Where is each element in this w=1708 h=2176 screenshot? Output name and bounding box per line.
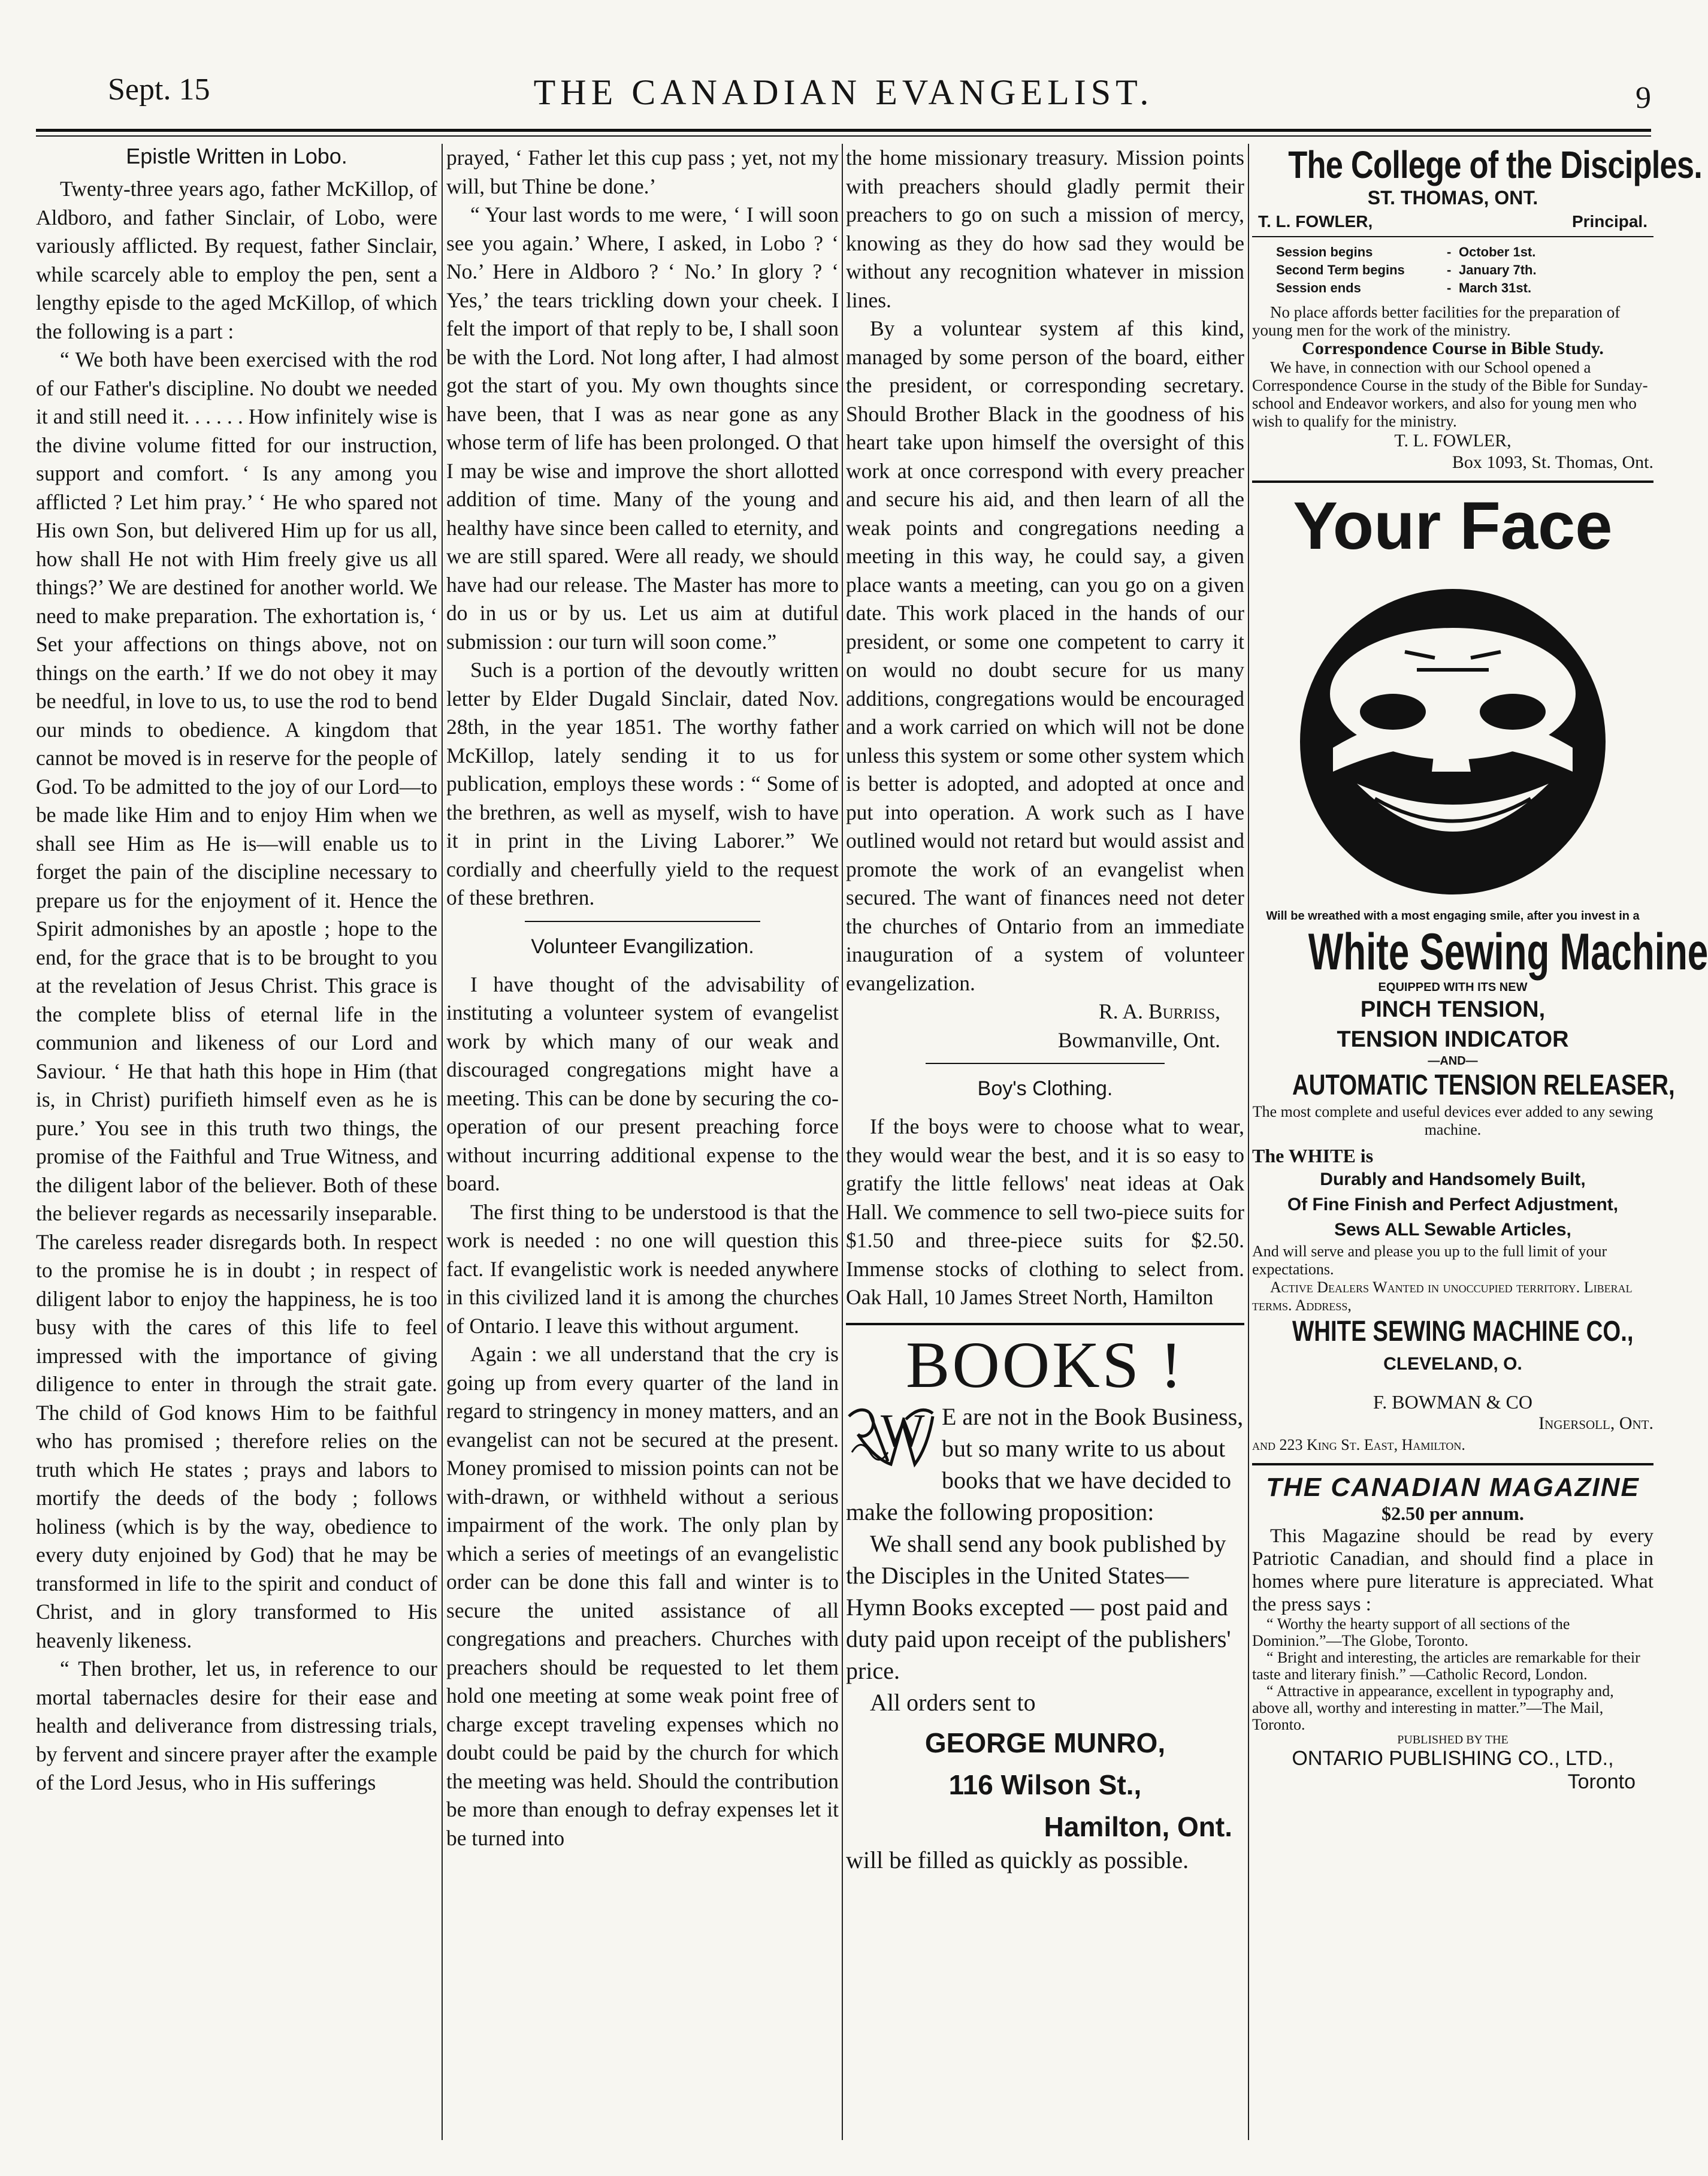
principal-label: Principal.: [1571, 212, 1647, 231]
divider: [1252, 1463, 1653, 1465]
dealers-text: Active Dealers Wanted in unoccupied territory. Liberal terms. Address,: [1252, 1279, 1633, 1314]
article-paragraph: I have thought of the advisability of instituting a volunteer system of evangelist work by which many of our weak and discouraged congregations might have a meeting. This can be done by securing the co-operation of our present preaching force without incurring additional expense to the board.: [446, 972, 839, 1195]
devices-text: The most complete and useful devices ever added to any sewing machine.: [1252, 1103, 1653, 1138]
issue-date: Sept. 15: [108, 72, 210, 107]
books-closing: will be filled as quickly as possible.: [846, 1846, 1189, 1873]
sessions-table: [1276, 243, 1630, 297]
press-quote: “ Bright and interesting, the articles are remarkable for their taste and literary finish.” —Catholic Record, London.: [1252, 1649, 1640, 1683]
article-heading-volunteer: Volunteer Evangilization.: [531, 935, 754, 958]
article-paragraph: prayed, ‘ Father let this cup pass ; yet, not my will, but Thine be done.’: [446, 146, 839, 198]
session-dash: -: [1447, 280, 1452, 295]
column-divider: [442, 144, 443, 2140]
books-line-1: E are not in the Book Business, but so many write to us about books that we have decided to make the following proposition:: [846, 1403, 1244, 1525]
session-date: October 1st.: [1459, 244, 1536, 259]
session-label: Second Term begins: [1276, 262, 1405, 277]
books-line-3: All orders sent to: [870, 1688, 1036, 1716]
article-paragraph: By a voluntear system af this kind, managed by some person of the board, either the president, or corresponding secretary. Should Brother Black in the goodness of his heart take upon himself the oversight of this work at once correspond with every preacher and secure his aid, and then learn of all the weak points and congregations needing a meeting in this way, he could say, a given place wants a meeting, can you go on a given date. This work placed in the hands of our president, or some one competent to carry it on would no doubt secure for us many additions, congregations would be encouraged and a work carried on which will not be done unless this system or some other system which is better is adopted, and adopted at once and put into operation. A work such as I have outlined would not retard but would assist and promote the work of an evangelist when secured. The want of finances need not deter the churches of Ontario from an immediate inauguration of a system of volunteer evangelization.: [846, 316, 1244, 995]
section-divider: [926, 1063, 1165, 1064]
session-date: March 31st.: [1459, 280, 1532, 295]
quality-2: Of Fine Finish and Perfect Adjustment,: [1287, 1195, 1619, 1214]
session-dash: -: [1447, 244, 1452, 259]
boys-clothing-paragraph: If the boys were to choose what to wear, they would wear the best, and it is so easy to gratify the little fellows' neat ideas at Oak Hall. We commence to sell two-piece suits for $1.50 and three-piece suits for $2.50. Immense stocks of clothing to select from. Oak Hall, 10 James Street North, Hamilton: [846, 1114, 1244, 1309]
divider: [1252, 480, 1653, 483]
masthead-rule-thin: [36, 135, 1651, 137]
publisher-city: Toronto: [1567, 1770, 1636, 1793]
munro-city: Hamilton, Ont.: [1044, 1811, 1232, 1842]
white-tagline: Will be wreathed with a most engaging smile, after you invest in a: [1266, 909, 1640, 923]
column-3: [846, 144, 1244, 2152]
course-text: We have, in connection with our School opened a Correspondence Course in the study of the Bible for Sunday-school and Endeavor workers, and also for young men who wish to qualify for the ministry.: [1252, 358, 1648, 430]
principal-name: T. L. FOWLER,: [1258, 212, 1373, 231]
svg-text:W: W: [881, 1404, 925, 1456]
principal-line: [1258, 212, 1647, 231]
article-paragraph: “ We both have been exercised with the rod of our Father's discipline. No doubt we needed it and still need it. . . . . . How infinitely wise is the divine volume fitted for our instruction, support and comfort. ‘ Is any among you afflicted ? Let him pray.’ ‘ He who spared not His own Son, but delivered Him up for us all, how shall He not with Him freely give us all things?’ We are destined for another world. We need to make preparation. The exhortation is, ‘ Set your affections on things above, not on things on the earth.’ If we do not obey it may be needful, in love to us, to use the rod to bend our minds to obedience. A kingdom that cannot be moved is in reserve for the people of God. To be admitted to the joy of our Lord—to be made like Him and to enjoy Him when we shall see Him as He is—will enable us to forget the pain of the discipline necessary to prepare us for the enjoyment of it. Hence the Spirit admonishes by an apostle ; hope to the end, for the grace that is to be brought to you at the revelation of Jesus Christ. This grace is the complete bliss of eternal life in the communion and likeness of our Lord and Saviour. ‘ He that hath this hope in Him (that is, in Christ) purifieth himself even as he is pure.’ You see in this truth two things, the promise of the Faithful and True Witness, and the diligent labor of the believer. Both of these the believer regards as necessarily inseparable. The careless reader disregards both. In respect to the promise he is in doubt ; in respect of diligent labor to enjoy the happiness, he is too busy with the cares of this life to feel impressed with the importance of giving diligence to enter in through the strait gate. The child of God knows Him to be faithful who has promised ; therefore relies on the truth which He states ; prays and labors to mortify the deeds of the body ; follows holiness (which is by the way, obedience to every duty enjoined by God) that he may be transformed in life to the spirit and conduct of Christ, and in glory transformed to His heavenly likeness.: [36, 347, 437, 1652]
college-sign-box: Box 1093, St. Thomas, Ont.: [1452, 452, 1653, 472]
equipped-label: EQUIPPED WITH ITS NEW: [1378, 981, 1528, 994]
article-paragraph: Again : we all understand that the cry is going up from every quarter of the land in regard to stringency in money matters, and an evangelist can not be secured at the present. Money promised to mission points can not be with-drawn, or withheld without a serious impairment of the work. The only plan by which a series of meetings of an evangelistic order can be done this fall and winter is to secure the united assistance of all congregations and preachers. Churches with preachers should be requested to let them hold one meeting at some weak point free of charge except traveling expenses which no doubt could be paid by the church for which the meeting was held. Should the contribution be more than enough to defray expenses let it be turned into: [446, 1342, 839, 1850]
feature-tension-indicator: TENSION INDICATOR: [1337, 1027, 1569, 1052]
author-name: R. A. Burriss,: [1099, 999, 1220, 1023]
course-title: Correspondence Course in Bible Study.: [1302, 339, 1604, 358]
column-4: [1252, 143, 1708, 2152]
magazine-title: THE CANADIAN MAGAZINE: [1266, 1473, 1640, 1502]
agent-address: and 223 King St. East, Hamilton.: [1252, 1436, 1465, 1453]
books-advertisement: [846, 1323, 1244, 1876]
article-paragraph: Twenty-three years ago, father McKillop, of Aldboro, and father Sinclair, of Lobo, were variously afflicted. By request, father Sinclair, while scarcely able to employ the pen, sent a lengthy episde to the aged McKillop, of which the following is a part :: [36, 177, 437, 343]
masthead: [36, 66, 1651, 138]
column-divider: [842, 144, 843, 2140]
article-paragraph: Such is a portion of the devoutly written letter by Elder Dugald Sinclair, dated Nov. 28th, in the year 1851. The worthy father McKillop, lately sending it to us for publication, employs these words : “ Some of the brethren, as well as myself, wish to have it in print in the Living Laborer.” We cordially and cheerfully yield to the request of these brethren.: [446, 658, 839, 909]
the-white-label: The WHITE is: [1252, 1145, 1374, 1166]
column-divider: [1248, 144, 1249, 2140]
and-label: —AND—: [1428, 1054, 1478, 1068]
your-face-heading: Your Face: [1293, 488, 1613, 563]
session-label: Session ends: [1276, 280, 1361, 295]
article-paragraph: the home missionary treasury. Mission points with preachers should gladly permit their preachers to go on such a mission of mercy, knowing as they do how sad they would be without any recognition whatever in mission lines.: [846, 146, 1244, 312]
session-label: Session begins: [1276, 244, 1373, 259]
agent-city: Ingersoll, Ont.: [1538, 1413, 1653, 1433]
column-2: [446, 144, 839, 2152]
column-1: [36, 144, 437, 2152]
college-sign-name: T. L. FOWLER,: [1394, 431, 1511, 451]
article-heading-epistle: Epistle Written in Lobo.: [126, 144, 347, 168]
section-divider: [525, 921, 760, 922]
munro-name: GEORGE MUNRO,: [924, 1727, 1166, 1758]
college-place: ST. THOMAS, ONT.: [1367, 187, 1538, 208]
author-place: Bowmanville, Ont.: [1057, 1027, 1220, 1052]
feature-automatic-releaser: AUTOMATIC TENSION RELEASER,: [1292, 1069, 1675, 1101]
serve-text: And will serve and please you up to the full limit of your expectations.: [1252, 1243, 1607, 1278]
article-paragraph: “ Then brother, let us, in reference to our mortal tabernacles desire for their ease and health and deliverance from distressing trials, by fervent and sincere prayer after the example of the Lord Jesus, who in His sufferings: [36, 1657, 437, 1794]
college-text: No place affords better facilities for the preparation of young men for the work of the ministry.: [1252, 303, 1621, 339]
press-quote: “ Attractive in appearance, excellent in typography and, above all, worthy and interesting in matter.”—The Mail, Toronto.: [1252, 1682, 1614, 1733]
article-heading-boys-clothing: Boy's Clothing.: [977, 1077, 1113, 1100]
article-paragraph: The first thing to be understood is that the work is needed : no one will question this fact. If evangelistic work is needed anywhere in this civilized land it is among the churches of Ontario. I leave this without argument.: [446, 1199, 839, 1338]
session-dash: -: [1447, 262, 1452, 277]
divider: [1252, 236, 1653, 237]
masthead-rule-thick: [36, 129, 1651, 132]
books-body: [846, 1401, 1244, 1876]
press-quote: “ Worthy the hearty support of all sections of the Dominion.”—The Globe, Toronto.: [1252, 1615, 1570, 1649]
books-title: BOOKS !: [906, 1328, 1184, 1401]
magazine-text: This Magazine should be read by every Patriotic Canadian, and should find a place in homes where pure literature is appreciated. What the press says :: [1252, 1525, 1653, 1615]
session-date: January 7th.: [1459, 262, 1537, 277]
quality-3: Sews ALL Sewable Articles,: [1334, 1220, 1571, 1240]
ornate-dropcap-icon: [846, 1404, 936, 1470]
page-number: 9: [1636, 81, 1651, 115]
magazine-price: $2.50 per annum.: [1381, 1503, 1524, 1524]
white-company-name: WHITE SEWING MACHINE CO.,: [1292, 1316, 1634, 1347]
newspaper-title: THE CANADIAN EVANGELIST.: [533, 72, 1154, 112]
quality-1: Durably and Handsomely Built,: [1320, 1169, 1586, 1189]
munro-street: 116 Wilson St.,: [948, 1769, 1142, 1800]
white-sewing-machine-title: White Sewing Machine: [1308, 923, 1708, 981]
smiling-face-icon: [1291, 568, 1615, 903]
white-company-city: CLEVELAND, O.: [1383, 1354, 1522, 1374]
college-title: The College of the Disciples.: [1288, 143, 1702, 186]
published-by: PUBLISHED BY THE: [1397, 1733, 1509, 1746]
books-line-2: We shall send any book published by the Disciples in the United States—Hymn Books excepted — post paid and duty paid upon receipt of the publishers' price.: [846, 1530, 1231, 1684]
agent-name: F. BOWMAN & CO: [1373, 1391, 1532, 1413]
publisher-name: ONTARIO PUBLISHING CO., LTD.,: [1292, 1747, 1614, 1770]
feature-pinch-tension: PINCH TENSION,: [1360, 997, 1546, 1022]
article-paragraph: “ Your last words to me were, ‘ I will soon see you again.’ Where, I asked, in Lobo ? ‘ No.’ Here in Aldboro ? ‘ No.’ In glory ? ‘ Yes,’ the tears trickling down your cheek. I felt the import of that reply to be, I shall soon be with the Lord. Not long after, I had almost got the start of you. My own thoughts since have been, that I was as near gone as any whose term of life has been prolonged. O that I may be wise and improve the short allotted addition of time. Many of the young and healthy have since been called to eternity, and we are still spared. Were all ready, we should have had our release. The Master has more to do in us or by us. Let us aim at dutiful submission : our turn will soon come.”: [446, 203, 839, 654]
